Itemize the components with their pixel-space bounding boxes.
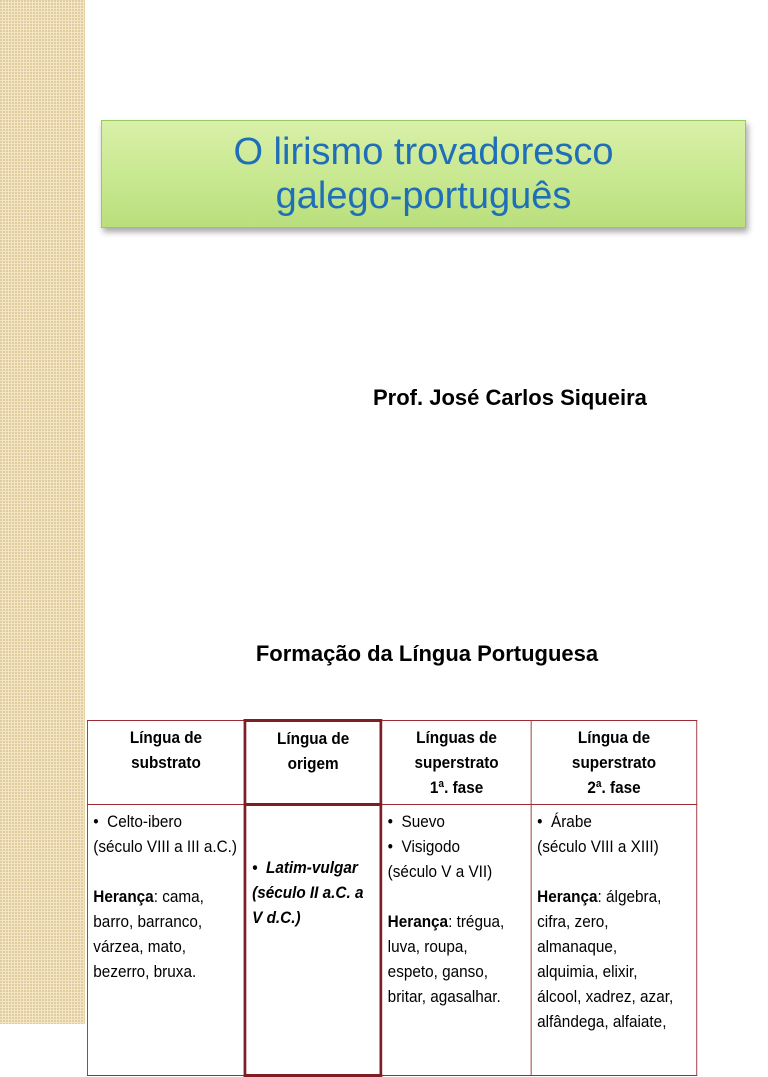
title-line-1: O lirismo trovadoresco	[233, 131, 614, 173]
title-box	[101, 120, 746, 228]
bullet-visigodo: • Visigodo	[388, 834, 526, 859]
bullet-celto-ibero: • Celto-ibero	[93, 809, 238, 834]
header-origem: Língua de origem	[245, 721, 381, 805]
cell-superstrato-2: • Árabe (século VIII a XIII) Herança: álgebra, cifra, zero, almanaque, alquimia, elixir, álcool, xadrez, azar, alfândega, alfaiate,	[531, 805, 696, 1076]
cell-origem	[245, 805, 381, 1076]
bullet-arabe: • Árabe	[537, 809, 691, 834]
latin-vulgar-entry: • Latim-vulgar (século II a.C. a V d.C.)	[252, 855, 374, 930]
title-line-2: galego-português	[275, 175, 572, 217]
cell-superstrato-1: • Suevo • Visigodo (século V a VII) Herança: trégua, luva, roupa, espeto, ganso, britar, agasalhar.	[381, 805, 531, 1076]
table-row	[87, 805, 696, 1076]
section-heading: Formação da Língua Portuguesa	[255, 641, 599, 666]
bullet-suevo: • Suevo	[388, 809, 526, 834]
header-substrato: Língua de substrato	[87, 721, 245, 805]
decorative-side-strip	[0, 0, 85, 1024]
cell-substrato: • Celto-ibero (século VIII a III a.C.) Herança: cama, barro, barranco, várzea, mato, bezerro, bruxa.	[87, 805, 245, 1076]
header-superstrato-1: Línguas de superstrato 1ª. fase	[381, 721, 531, 805]
table-header-row	[87, 721, 696, 805]
language-formation-table	[87, 719, 697, 1077]
header-superstrato-2: Língua de superstrato 2ª. fase	[531, 721, 696, 805]
author-name: Prof. José Carlos Siqueira	[373, 385, 647, 410]
